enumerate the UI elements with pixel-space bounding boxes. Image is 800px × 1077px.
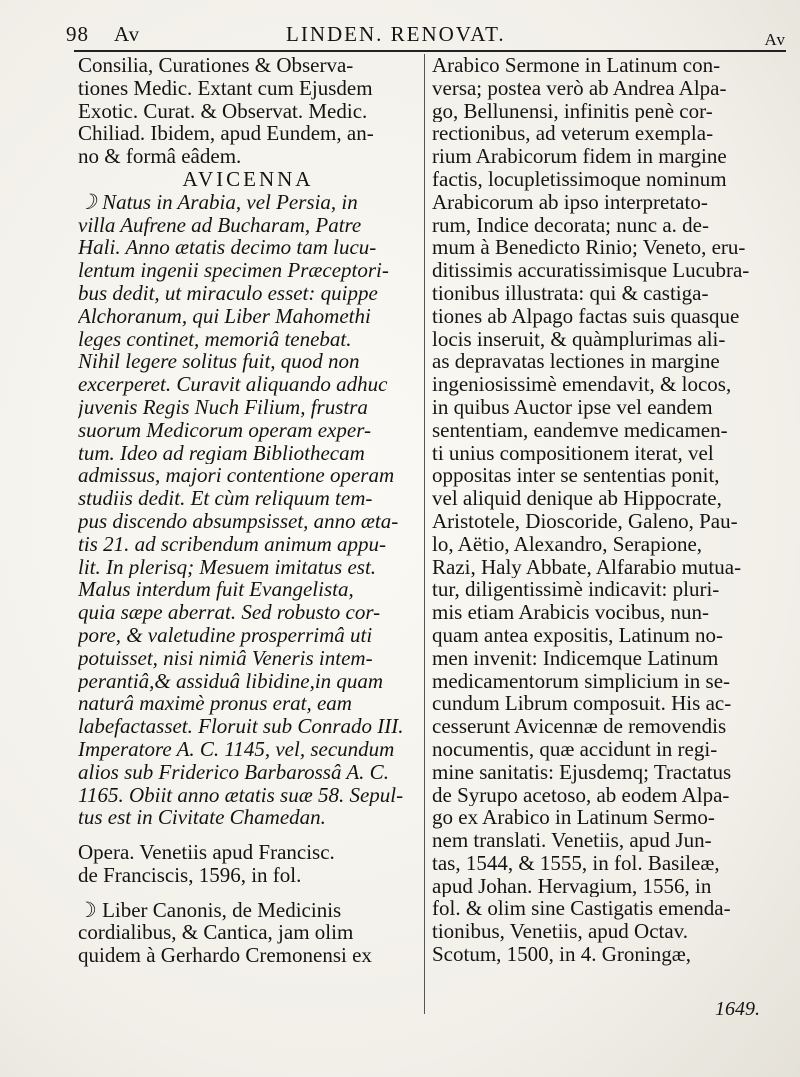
text-line: excerperet. Curavit aliquando adhuc xyxy=(78,373,388,396)
text-line: Razi, Haly Abbate, Alfarabio mutua- xyxy=(432,555,742,579)
text-line: ingeniosissimè emendavit, & locos, xyxy=(432,373,732,396)
text-line: studiis dedit. Et cùm reliquum tem- xyxy=(78,487,373,510)
text-line: rectionibus, ad veterum exempla- xyxy=(432,122,714,146)
text-line: Aristotele, Dioscoride, Galeno, Pau- xyxy=(432,509,738,533)
text-line: mis etiam Arabicis vocibus, nun- xyxy=(432,601,710,624)
text-line: lit. In plerisq; Mesuem imitatus est. xyxy=(78,555,377,579)
running-head-right: Av xyxy=(764,30,786,49)
text-line: ti unius compositionem iterat, vel xyxy=(432,441,714,465)
text-line: 1165. Obiit anno ætatis suæ 58. Sepul- xyxy=(78,783,404,807)
text-line: tum. Ideo ad regiam Bibliothecam xyxy=(78,441,365,465)
text-line: Arabico Sermone in Latinum con- xyxy=(432,54,721,77)
text-line: quam antea expositis, Latinum no- xyxy=(432,623,724,647)
text-line: juvenis Regis Nuch Filium, frustra xyxy=(78,395,368,419)
header-rule xyxy=(74,50,786,52)
text-line: Consilia, Curationes & Observa- xyxy=(78,54,354,77)
text-line: Malus interdum fuit Evangelista, xyxy=(78,578,354,602)
text-line: oppositas inter se sententias ponit, xyxy=(432,464,720,488)
running-head-left: Av xyxy=(114,22,141,46)
text-line: men invenit: Indicemque Latinum xyxy=(432,646,719,670)
text-line: tis 21. ad scribendum animum appu- xyxy=(78,532,386,556)
text-line: tiones ab Alpago factas suis quasque xyxy=(432,304,740,328)
text-line: tur, diligentissimè indicavit: pluri- xyxy=(432,578,720,602)
text-line: lo, Aëtio, Alexandro, Serapione, xyxy=(432,532,703,556)
text-line: fol. & olim sine Castigatis emenda- xyxy=(432,897,731,921)
page-number: 98 xyxy=(66,22,89,46)
left-column xyxy=(78,54,418,967)
text-line: rum, Indice decorata; nunc a. de- xyxy=(432,213,709,237)
text-line: ☽ Liber Canonis, de Medicinis xyxy=(78,898,342,922)
text-line: apud Johan. Hervagium, 1556, in xyxy=(432,874,712,898)
text-line: tionibus illustrata: qui & castiga- xyxy=(432,281,709,305)
text-line: tas, 1544, & 1555, in fol. Basileæ, xyxy=(432,851,720,875)
text-line: nocumentis, quæ accidunt in regi- xyxy=(432,737,718,761)
text-line: lentum ingenii specimen Præceptori- xyxy=(78,259,389,282)
text-line: quia sæpe aberrat. Sed robusto cor- xyxy=(78,601,381,624)
text-line: cundum Librum composuit. His ac- xyxy=(432,692,732,716)
text-line xyxy=(78,887,418,899)
text-line: de Syrupo acetoso, ab eodem Alpa- xyxy=(432,783,730,807)
text-line: rium Arabicorum fidem in margine xyxy=(432,145,727,168)
text-line: nem translati. Venetiis, apud Jun- xyxy=(432,829,712,852)
text-line: de Franciscis, 1596, in fol. xyxy=(78,863,302,887)
text-line: suorum Medicorum operam exper- xyxy=(78,418,371,442)
text-line: alios sub Friderico Barbarossâ A. C. xyxy=(78,760,389,784)
text-line: tus est in Civitate Chamedan. xyxy=(78,806,326,830)
text-line: admissus, majori contentione operam xyxy=(78,464,395,488)
text-line: bus dedit, ut miraculo esset: quippe xyxy=(78,281,378,305)
text-line: Imperatore A. C. 1145, vel, secundum xyxy=(78,737,395,761)
text-line: medicamentorum simplicium in se- xyxy=(432,669,731,693)
text-line: perantiâ,& assiduâ libidine,in quam xyxy=(78,669,384,693)
text-line: Scotum, 1500, in 4. Groningæ, xyxy=(432,943,692,966)
running-head-title: LINDEN. RENOVAT. xyxy=(286,22,506,46)
text-line xyxy=(78,829,418,841)
text-line: cordialibus, & Cantica, jam olim xyxy=(78,921,354,945)
text-line: quidem à Gerhardo Cremonensi ex xyxy=(78,944,372,968)
text-line: mum à Benedicto Rinio; Veneto, eru- xyxy=(432,236,746,260)
text-line: sententiam, eandemve medicamen- xyxy=(432,418,728,442)
right-column xyxy=(432,54,762,966)
text-line: go ex Arabico in Latinum Sermo- xyxy=(432,806,715,830)
text-line: Arabicorum ab ipso interpretato- xyxy=(432,190,708,214)
text-line: no & formâ eâdem. xyxy=(78,145,242,168)
text-line: Opera. Venetiis apud Francisc. xyxy=(78,841,335,864)
text-line: vel aliquid denique ab Hippocrate, xyxy=(432,487,722,510)
text-line: go, Bellunensi, infinitis penè cor- xyxy=(432,99,713,123)
text-line: in quibus Auctor ipse vel eandem xyxy=(432,395,713,419)
text-line: villa Aufrene ad Bucharam, Patre xyxy=(78,213,362,237)
text-line: Chiliad. Ibidem, apud Eundem, an- xyxy=(78,122,374,146)
text-line: versa; postea verò ab Andrea Alpa- xyxy=(432,76,727,100)
text-line: naturâ maximè pronus erat, eam xyxy=(78,692,352,716)
text-line: mine sanitatis: Ejusdemq; Tractatus xyxy=(432,760,732,784)
column-divider xyxy=(424,54,425,1014)
text-line: leges continet, memoriâ tenebat. xyxy=(78,327,352,351)
text-line: ☽ Natus in Arabia, vel Persia, in xyxy=(78,190,358,214)
section-heading: AVICENNA xyxy=(182,167,314,191)
text-line: as depravatas lectiones in margine xyxy=(432,350,720,374)
text-line: locis inseruit, & quàmplurimas ali- xyxy=(432,327,726,351)
text-line: ditissimis accuratissimisque Lucubra- xyxy=(432,259,750,282)
text-line: tionibus, Venetiis, apud Octav. xyxy=(432,920,689,944)
text-line: pus discendo absumpsisset, anno æta- xyxy=(78,509,399,533)
catchword: 1649. xyxy=(715,998,760,1020)
text-line: tiones Medic. Extant cum Ejusdem xyxy=(78,76,373,100)
text-line: factis, locupletissimoque nominum xyxy=(432,167,727,191)
text-line: Nihil legere solitus fuit, quod non xyxy=(78,350,360,374)
text-line: cesserunt Avicennæ de removendis xyxy=(432,715,727,738)
running-header xyxy=(66,22,796,52)
text-line: Exotic. Curat. & Observat. Medic. xyxy=(78,99,368,123)
text-line: potuisset, nisi nimiâ Veneris intem- xyxy=(78,646,373,670)
text-line: Alchoranum, qui Liber Mahomethi xyxy=(78,304,371,328)
text-line: pore, & valetudine prosperrimâ uti xyxy=(78,623,373,647)
text-line: labefactasset. Floruit sub Conrado III. xyxy=(78,715,404,738)
text-line: Hali. Anno ætatis decimo tam lucu- xyxy=(78,236,377,260)
